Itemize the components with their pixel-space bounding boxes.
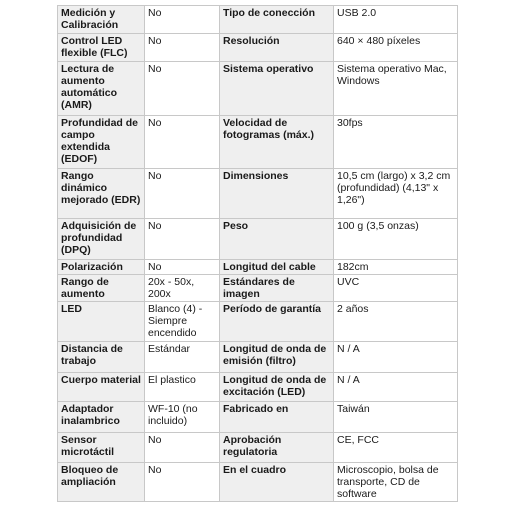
table-row — [58, 342, 458, 373]
spec-label: Control LED flexible (FLC) — [58, 34, 145, 62]
spec-value: No — [145, 34, 220, 62]
spec-label: Fabricado en — [220, 402, 334, 433]
spec-label: Velocidad de fotogramas (máx.) — [220, 116, 334, 169]
spec-label: Tipo de conección — [220, 6, 334, 34]
spec-label: Lectura de aumento automático (AMR) — [58, 62, 145, 116]
spec-label: Profundidad de campo extendida (EDOF) — [58, 116, 145, 169]
spec-value: 640 × 480 píxeles — [334, 34, 458, 62]
spec-value: Sistema operativo Mac, Windows — [334, 62, 458, 116]
table-row — [58, 169, 458, 219]
table-row — [58, 302, 458, 342]
spec-label: Medición y Calibración — [58, 6, 145, 34]
spec-value: Taiwán — [334, 402, 458, 433]
spec-label: Adquisición de profundidad (DPQ) — [58, 219, 145, 260]
spec-label: Aprobación regulatoria — [220, 433, 334, 463]
spec-label: Cuerpo material — [58, 373, 145, 402]
table-row — [58, 219, 458, 260]
spec-value: No — [145, 169, 220, 219]
spec-value: USB 2.0 — [334, 6, 458, 34]
spec-table — [57, 5, 458, 502]
table-row — [58, 463, 458, 502]
spec-value: 10,5 cm (largo) x 3,2 cm (profundidad) (4,13" x 1,26") — [334, 169, 458, 219]
spec-value: 182cm — [334, 260, 458, 275]
spec-value: No — [145, 116, 220, 169]
spec-value: 30fps — [334, 116, 458, 169]
table-row — [58, 116, 458, 169]
table-row — [58, 433, 458, 463]
spec-label: Longitud de onda de emisión (filtro) — [220, 342, 334, 373]
spec-value: N / A — [334, 342, 458, 373]
spec-label: Longitud del cable — [220, 260, 334, 275]
spec-label: Resolución — [220, 34, 334, 62]
spec-value: Estándar — [145, 342, 220, 373]
spec-value: CE, FCC — [334, 433, 458, 463]
spec-label: Rango de aumento — [58, 275, 145, 302]
table-row — [58, 260, 458, 275]
table-row — [58, 402, 458, 433]
spec-label: Polarización — [58, 260, 145, 275]
spec-value: No — [145, 260, 220, 275]
spec-value: Microscopio, bolsa de transporte, CD de software — [334, 463, 458, 502]
spec-value: No — [145, 62, 220, 116]
spec-value: 100 g (3,5 onzas) — [334, 219, 458, 260]
spec-value: No — [145, 219, 220, 260]
spec-value: El plastico — [145, 373, 220, 402]
spec-value: N / A — [334, 373, 458, 402]
spec-value: No — [145, 6, 220, 34]
spec-label: Sistema operativo — [220, 62, 334, 116]
spec-label: En el cuadro — [220, 463, 334, 502]
spec-value: No — [145, 433, 220, 463]
table-row — [58, 34, 458, 62]
spec-label: Bloqueo de ampliación — [58, 463, 145, 502]
spec-value: No — [145, 463, 220, 502]
spec-label: Longitud de onda de excitación (LED) — [220, 373, 334, 402]
spec-label: Adaptador inalambrico — [58, 402, 145, 433]
table-row — [58, 373, 458, 402]
table-row — [58, 275, 458, 302]
spec-value: WF-10 (no incluido) — [145, 402, 220, 433]
spec-value: UVC — [334, 275, 458, 302]
spec-label: Dimensiones — [220, 169, 334, 219]
table-row — [58, 6, 458, 34]
spec-value: 20x - 50x, 200x — [145, 275, 220, 302]
spec-label: Peso — [220, 219, 334, 260]
spec-label: Rango dinámico mejorado (EDR) — [58, 169, 145, 219]
spec-value: Blanco (4) - Siempre encendido — [145, 302, 220, 342]
spec-label: LED — [58, 302, 145, 342]
spec-label: Período de garantía — [220, 302, 334, 342]
spec-label: Sensor microtáctil — [58, 433, 145, 463]
spec-label: Estándares de imagen — [220, 275, 334, 302]
spec-label: Distancia de trabajo — [58, 342, 145, 373]
table-row — [58, 62, 458, 116]
spec-value: 2 años — [334, 302, 458, 342]
